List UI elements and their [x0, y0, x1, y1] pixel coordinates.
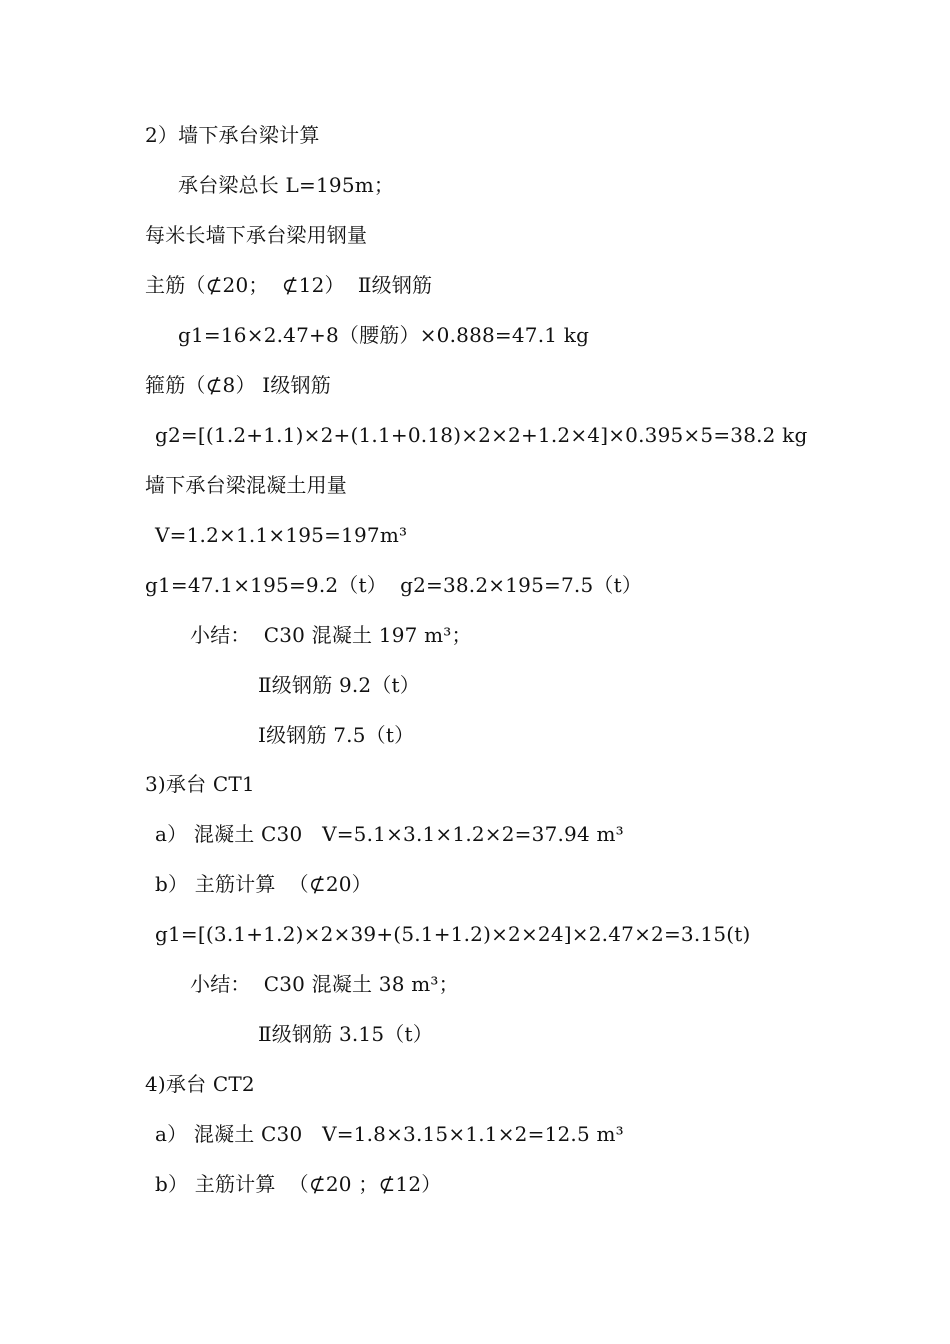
- steel-per-meter-heading: 每米长墙下承台梁用钢量: [145, 223, 368, 247]
- summary-concrete: 小结： C30 混凝土 197 m³；: [190, 623, 472, 647]
- ct1-concrete: a） 混凝土 C30 V=5.1×3.1×1.2×2=37.94 m³: [155, 822, 624, 846]
- cap-beam-total-length: 承台梁总长 L=195m；: [178, 173, 395, 197]
- ct2-main-rebar-heading: b） 主筋计算 （⊄20 ；⊄12）: [155, 1172, 442, 1196]
- main-rebar-spec: 主筋（⊄20； ⊄12） Ⅱ级钢筋: [145, 273, 433, 297]
- section-heading-wall-cap-beam: 2）墙下承台梁计算: [145, 123, 320, 147]
- formula-g2-per-meter: g2=[(1.2+1.1)×2+(1.1+0.18)×2×2+1.2×4]×0.395×5=38.2 kg: [155, 423, 808, 447]
- stirrup-spec: 箍筋（⊄8） Ⅰ级钢筋: [145, 373, 331, 397]
- ct2-concrete: a） 混凝土 C30 V=1.8×3.15×1.1×2=12.5 m³: [155, 1122, 624, 1146]
- formula-volume: V=1.2×1.1×195=197m³: [155, 523, 408, 547]
- formula-g1-per-meter: g1=16×2.47+8（腰筋）×0.888=47.1 kg: [178, 323, 590, 347]
- section-heading-ct2: 4)承台 CT2: [145, 1072, 255, 1096]
- concrete-usage-heading: 墙下承台梁混凝土用量: [145, 473, 347, 497]
- ct1-formula-g1: g1=[(3.1+1.2)×2×39+(5.1+1.2)×2×24]×2.47×2=3.15(t): [155, 922, 751, 946]
- summary-grade1-steel: Ⅰ级钢筋 7.5（t）: [258, 723, 415, 747]
- ct1-summary-concrete: 小结： C30 混凝土 38 m³；: [190, 972, 459, 996]
- ct1-summary-grade2-steel: Ⅱ级钢筋 3.15（t）: [258, 1022, 433, 1046]
- ct1-main-rebar-heading: b） 主筋计算 （⊄20）: [155, 872, 372, 896]
- section-heading-ct1: 3)承台 CT1: [145, 772, 255, 796]
- summary-grade2-steel: Ⅱ级钢筋 9.2（t）: [258, 673, 420, 697]
- formula-total-steel: g1=47.1×195=9.2（t） g2=38.2×195=7.5（t）: [145, 573, 643, 597]
